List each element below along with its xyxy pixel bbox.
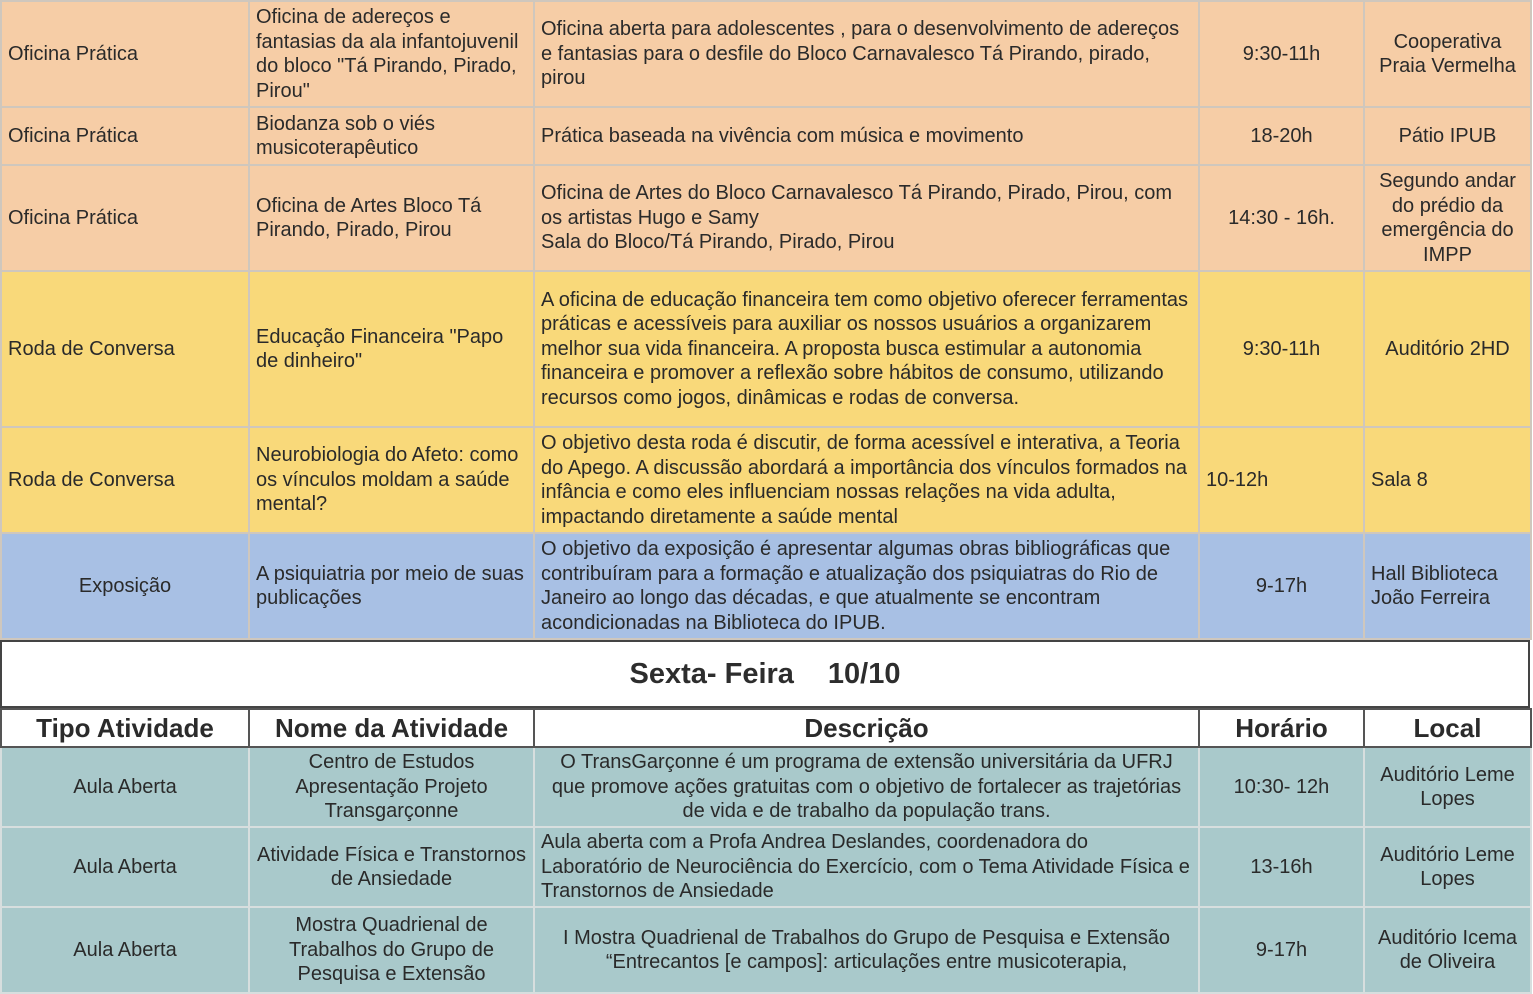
table-row: [1, 107, 1531, 165]
cell-nome: Oficina de adereços e fantasias da ala infantojuvenil do bloco "Tá Pirando, Pirado, Pirou": [249, 1, 534, 107]
day-header-date: 10/10: [827, 657, 901, 690]
column-header-horario: Horário: [1199, 709, 1364, 747]
cell-nome: Mostra Quadrienal de Trabalhos do Grupo de Pesquisa e Extensão: [249, 907, 534, 993]
cell-tipo: Roda de Conversa: [1, 271, 249, 427]
cell-tipo: Oficina Prática: [1, 165, 249, 271]
column-header-nome: Nome da Atividade: [249, 709, 534, 747]
cell-local: Sala 8: [1364, 427, 1531, 533]
cell-horario: 9:30-11h: [1199, 271, 1364, 427]
table-row: [1, 827, 1531, 907]
cell-nome: Neurobiologia do Afeto: como os vínculos moldam a saúde mental?: [249, 427, 534, 533]
cell-nome: Oficina de Artes Bloco Tá Pirando, Pirado, Pirou: [249, 165, 534, 271]
column-header-local: Local: [1364, 709, 1531, 747]
cell-tipo: Aula Aberta: [1, 747, 249, 827]
cell-tipo: Aula Aberta: [1, 827, 249, 907]
cell-local: Pátio IPUB: [1364, 107, 1531, 165]
table-row: [1, 907, 1531, 993]
cell-horario: 9-17h: [1199, 533, 1364, 639]
cell-nome: A psiquiatria por meio de suas publicações: [249, 533, 534, 639]
cell-tipo: Roda de Conversa: [1, 427, 249, 533]
table-header-row: [1, 709, 1531, 747]
cell-nome: Atividade Física e Transtornos de Ansiedade: [249, 827, 534, 907]
cell-local: Hall Biblioteca João Ferreira: [1364, 533, 1531, 639]
cell-nome: Educação Financeira "Papo de dinheiro": [249, 271, 534, 427]
column-header-descricao: Descrição: [534, 709, 1199, 747]
cell-tipo: Exposição: [1, 533, 249, 639]
table-row: [1, 1, 1531, 107]
cell-tipo: Oficina Prática: [1, 1, 249, 107]
table-row: [1, 427, 1531, 533]
table-row: [1, 271, 1531, 427]
table-row: [1, 165, 1531, 271]
cell-horario: 10-12h: [1199, 427, 1364, 533]
day-header-day: Sexta- Feira: [629, 657, 794, 690]
cell-local: Segundo andar do prédio da emergência do IMPP: [1364, 165, 1531, 271]
cell-descricao: I Mostra Quadrienal de Trabalhos do Grupo de Pesquisa e Extensão “Entrecantos [e campos]: articulações entre musicoterapia,: [534, 907, 1199, 993]
cell-descricao: Aula aberta com a Profa Andrea Deslandes, coordenadora do Laboratório de Neurociência do Exercício, com o Tema Atividade Física e Transtornos de Ansiedade: [534, 827, 1199, 907]
day-header: [0, 640, 1530, 708]
cell-nome: Centro de Estudos Apresentação Projeto Transgarçonne: [249, 747, 534, 827]
cell-local: Auditório Leme Lopes: [1364, 747, 1531, 827]
cell-descricao: Prática baseada na vivência com música e movimento: [534, 107, 1199, 165]
cell-horario: 13-16h: [1199, 827, 1364, 907]
column-header-tipo: Tipo Atividade: [1, 709, 249, 747]
cell-horario: 14:30 - 16h.: [1199, 165, 1364, 271]
cell-descricao: A oficina de educação financeira tem como objetivo oferecer ferramentas práticas e acessíveis para auxiliar os nossos usuários a organizarem melhor sua vida financeira. A proposta busca estimular a autonomia financeira e promover a reflexão sobre hábitos de consumo, utilizando recursos como jogos, dinâmicas e rodas de conversa.: [534, 271, 1199, 427]
table-row: [1, 533, 1531, 639]
cell-local: Cooperativa Praia Vermelha: [1364, 1, 1531, 107]
cell-descricao: Oficina aberta para adolescentes , para o desenvolvimento de adereços e fantasias para o desfile do Bloco Carnavalesco Tá Pirando, pirado, pirou: [534, 1, 1199, 107]
cell-tipo: Oficina Prática: [1, 107, 249, 165]
cell-horario: 9-17h: [1199, 907, 1364, 993]
table-row: [1, 747, 1531, 827]
schedule-table-friday: [0, 708, 1532, 994]
cell-descricao: O objetivo desta roda é discutir, de forma acessível e interativa, a Teoria do Apego. A discussão abordará a importância dos vínculos formados na infância e como eles influenciam nossas relações na vida adulta, impactando diretamente a saúde mental: [534, 427, 1199, 533]
cell-local: Auditório 2HD: [1364, 271, 1531, 427]
cell-local: Auditório Icema de Oliveira: [1364, 907, 1531, 993]
cell-horario: 9:30-11h: [1199, 1, 1364, 107]
cell-horario: 18-20h: [1199, 107, 1364, 165]
cell-descricao: Oficina de Artes do Bloco Carnavalesco Tá Pirando, Pirado, Pirou, com os artistas Hugo e Samy Sala do Bloco/Tá Pirando, Pirado, Pirou: [534, 165, 1199, 271]
cell-descricao: O TransGarçonne é um programa de extensão universitária da UFRJ que promove ações gratuitas com o objetivo de fortalecer as trajetórias de vida e de trabalho da população trans.: [534, 747, 1199, 827]
cell-horario: 10:30- 12h: [1199, 747, 1364, 827]
cell-descricao: O objetivo da exposição é apresentar algumas obras bibliográficas que contribuíram para a formação e atualização dos psiquiatras do Rio de Janeiro ao longo das décadas, e que atualmente se encontram acondicionadas na Biblioteca do IPUB.: [534, 533, 1199, 639]
cell-nome: Biodanza sob o viés musicoterapêutico: [249, 107, 534, 165]
cell-local: Auditório Leme Lopes: [1364, 827, 1531, 907]
cell-tipo: Aula Aberta: [1, 907, 249, 993]
